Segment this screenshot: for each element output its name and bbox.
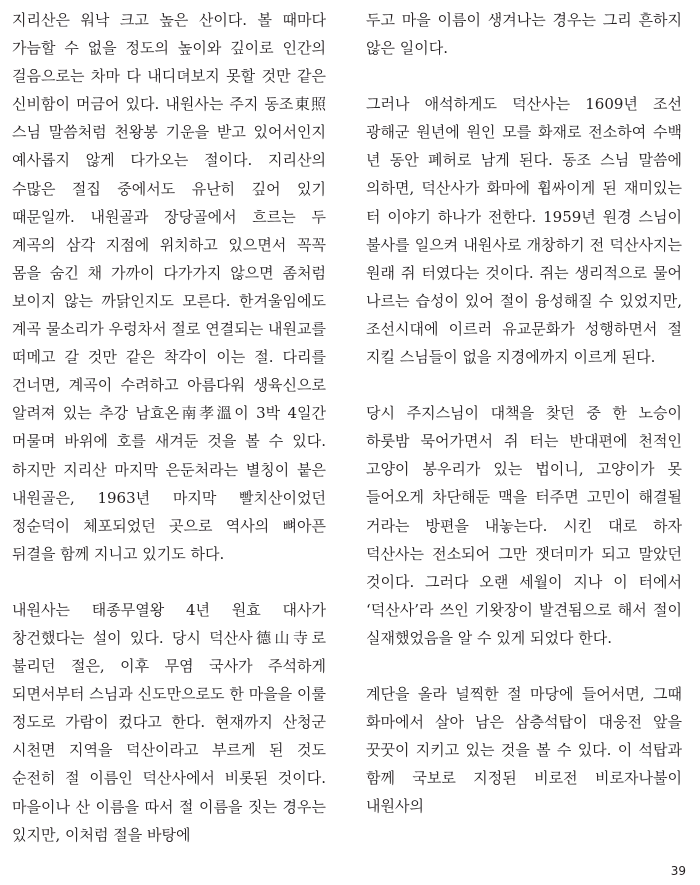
- paragraph-gap: [12, 568, 326, 596]
- paragraph: 두고 마을 이름이 생겨나는 경우는 그리 흔하지 않은 일이다.: [366, 11, 682, 58]
- paragraph-gap: [366, 371, 682, 399]
- paragraph: 내원사는 태종무열왕 4년 원효 대사가 창건했다는 설이 있다. 당시 덕산사德山寺로 불리던 절은, 이후 무염 국사가 주석하게 되면서부터 스님과 신도만으로도 한 마을을 이룰 정도로 가람이 컸다고 한다. 현재까지 산청군 시천면 지역을 덕산이라고 부르게 된 것도 순전히 절 이름인 덕산사에서 비롯된 것이다. 마을이나 산 이름을 따서 절 이름을 짓는 경우는 있지만, 이처럼 절을 바탕에: [12, 600, 326, 844]
- right-column: [366, 6, 682, 820]
- paragraph: 계단을 올라 널찍한 절 마당에 들어서면, 그때 화마에서 살아 남은 삼층석탑이 대웅전 앞을 꿋꿋이 지키고 있는 것을 볼 수 있다. 이 석탑과 함께 국보로 지정된 비로전 비로자나불이 내원사의: [366, 684, 682, 816]
- paragraph-gap: [366, 652, 682, 680]
- paragraph: 지리산은 워낙 크고 높은 산이다. 볼 때마다 가늠할 수 없을 정도의 높이와 깊이로 인간의 걸음으로는 차마 다 내디뎌보지 못할 것만 같은 신비함이 머금어 있다. 내원사는 주지 동조東照 스님 말씀처럼 천왕봉 기운을 받고 있어서인지 예사롭지 않게 다가오는 절이다. 지리산의 수많은 절집 중에서도 유난히 깊어 있기 때문일까. 내원골과 장당골에서 흐르는 두 계곡의 삼각 지점에 위치하고 있으면서 꼭꼭 몸을 숨긴 채 가까이 다가가지 않으면 좀처럼 보이지 않는 까닭인지도 모른다. 한겨울임에도 계곡 물소리가 우렁차서 절로 연결되는 내원교를 떠메고 갈 것만 같은 착각이 이는 절. 다리를 건너면, 계곡이 수려하고 아름다워 생육신으로 알려져 있는 추강 남효온南孝溫이 3박 4일간 머물며 바위에 호를 새겨둔 것을 볼 수 있다. 하지만 지리산 마지막 은둔처라는 별칭이 붙은 내원골은, 1963년 마지막 빨치산이었던 정순덕이 체포되었던 곳으로 역사의 뼈아픈 뒤결을 함께 지니고 있기도 하다.: [12, 11, 326, 563]
- paragraph: 그러나 애석하게도 덕산사는 1609년 조선 광해군 원년에 원인 모를 화재로 전소하여 수백 년 동안 폐허로 남게 된다. 동조 스님 말씀에 의하면, 덕산사가 화마에 휩싸이게 된 재미있는 터 이야기 하나가 전한다. 1959년 원경 스님이 불사를 일으켜 내원사로 개창하기 전 덕산사지는 원래 쥐 터였다는 것이다. 쥐는 생리적으로 물어 나르는 습성이 있어 절이 융성해질 수 있었지만, 조선시대에 이르러 유교문화가 성행하면서 절 지킬 스님들이 없을 지경에까지 이르게 된다.: [366, 95, 682, 367]
- paragraph: 당시 주지스님이 대책을 찾던 중 한 노승이 하룻밤 묵어가면서 쥐 터는 반대편에 천적인 고양이 봉우리가 있는 법이니, 고양이가 못 들어오게 차단해둔 맥을 터주면 고민이 해결될 거라는 방편을 내놓는다. 시킨 대로 하자 덕산사는 전소되어 그만 잿더미가 되고 말았던 것이다. 그러다 오랜 세월이 지나 이 터에서 ‘덕산사’라 쓰인 기왓장이 발견됨으로 해서 절이 실재했었음을 알 수 있게 되었다 한다.: [366, 404, 682, 647]
- left-column: [12, 6, 326, 849]
- page-number: 39: [670, 864, 686, 878]
- paragraph-gap: [366, 62, 682, 90]
